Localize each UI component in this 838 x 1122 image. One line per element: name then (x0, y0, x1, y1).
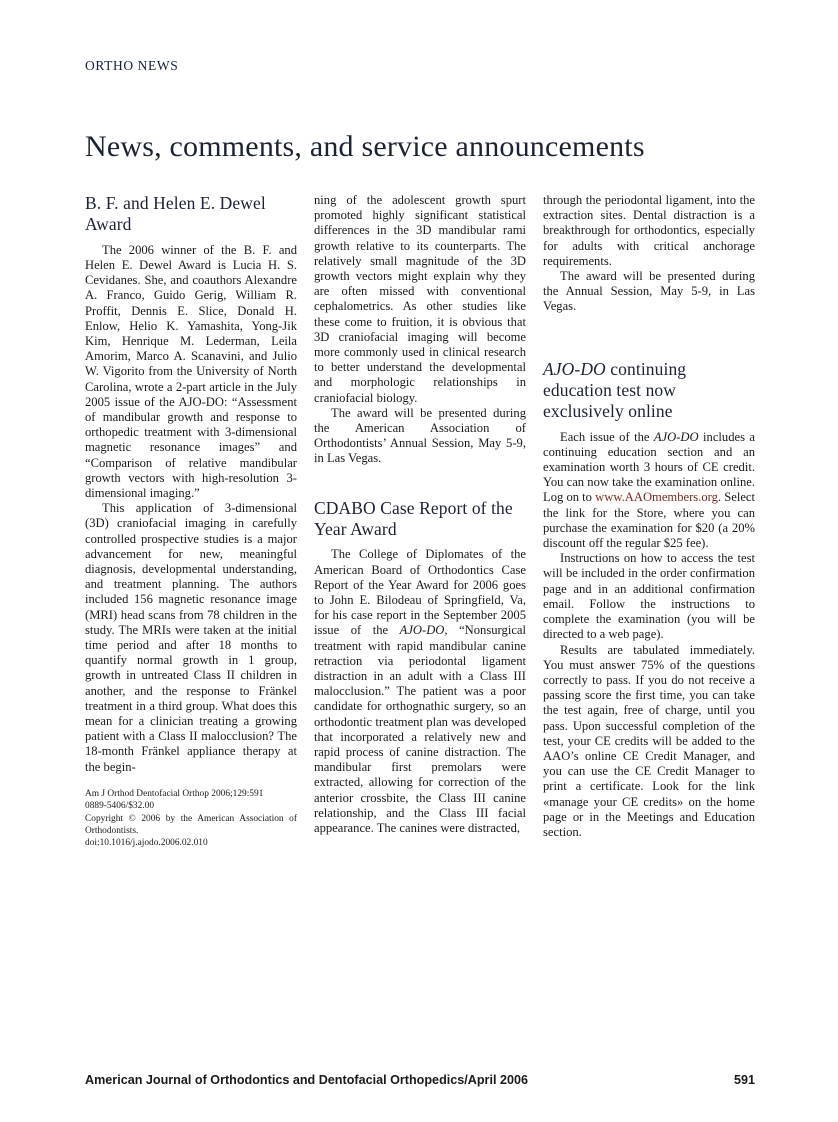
footnote-issn: 0889-5406/$32.00 (85, 801, 155, 812)
paragraph-text: The award will be presented during the Annual Session, May 5-9, in Las Vegas. (543, 269, 755, 314)
paragraph (543, 551, 755, 642)
journal-abbrev: AJO-DO (543, 358, 606, 379)
aao-members-link[interactable]: www.AAOmembers.org (595, 490, 718, 505)
section-heading-cdabo-award: CDABO Case Report of the Year Award (314, 497, 513, 539)
three-column-body (85, 193, 755, 913)
paragraph-text-pre: The College of Diplomates of the American Board of Orthodontics Case Report of the Year Award for 2006 goes to John E. Bilodeau of Springfield, Va, for his case report in the September 2005 issue of the (314, 547, 526, 638)
column-1 (85, 193, 297, 850)
paragraph-text: This application of 3-dimensional (3D) craniofacial imaging in carefully controlled prospective studies is a major advancement for new, meaningful diagnosis, developmental understanding, and treatment planning. The authors included 156 magnetic resonance image (MRI) head scans from 78 children in the study. The MRIs were taken at the initial time period and after 18 months to quantify normal growth in 1 group, growth in untreated Class II children in another, and the response to Fränkel treatment in a third group. What does this mean for a clinician treating a growing patient with a Class II malocclusion? The 18-month Fränkel appliance therapy at the begin- (85, 501, 297, 774)
paragraph-text-post: , “Nonsurgical treatment with rapid mandibular canine retraction via periodontal ligament distraction in an adult with a Class III malocclusion.” The patient was a poor candidate for orthognathic surgery, so an orthodontic treatment plan was developed that incorporated a relatively new and rapid process of canine distraction. The mandibular first premolars were extracted, allowing for correction of the anterior crossbite, the Class III canine relationship, and the Class III facial appearance. The canines were distracted, (314, 623, 526, 835)
paragraph-text: Results are tabulated immediately. You must answer 75% of the questions correctly to pass. If you do not receive a passing score the first time, you can take the test again, free of charge, until you pass. Upon successful completion of the test, your CE credits will be added to the AAO’s online CE Credit Manager, and you can use the CE Credit Manager to print a certificate. Look for the link «manage your CE credits» on the home page or in the Meetings and Education section. (543, 642, 755, 839)
section-heading-ce-test (543, 359, 755, 423)
paragraph-text-mid: includes a continuing education section and an examination worth 3 hours of CE credit. You can now take the examination online. Log on to (543, 429, 755, 505)
page-title: News, comments, and service announcements (85, 130, 645, 164)
page-footer (85, 1073, 755, 1087)
paragraph-text: The 2006 winner of the B. F. and Helen E. Dewel Award is Lucia H. S. Cevidanes. She, and coauthors Alexandre A. Franco, Guido Gerig, William R. Proffit, Dennis E. Slice, Donald H. Enlow, Helio K. Yamashita, Yong-Jik Kim, Henrique M. Lederman, Leila Amorim, Marco A. Scanavini, and Julio W. Vigorito from the University of North Carolina, wrote a 2-part article in the July 2005 issue of the AJO-DO: “Assessment of mandibular growth and response to orthopedic treatment with 3-dimensional magnetic resonance images” and “Comparison of relative mandibular growth vectors with high-resolution 3-dimensional imaging.” (85, 242, 297, 500)
paragraph-text: through the periodontal ligament, into the extraction sites. Dental distraction is a breakthrough for orthodontics, especially for adults with critical anchorage requirements. (543, 193, 755, 268)
footer-journal-title: American Journal of Orthodontics and Dentofacial Orthopedics/April 2006 (85, 1073, 528, 1087)
footer-page-number: 591 (733, 1073, 755, 1087)
column-3 (543, 193, 755, 840)
paragraph-text: Instructions on how to access the test will be included in the order confirmation page and in an additional confirmation email. Follow the instructions to complete the examination (you will be directed to a web page). (543, 551, 755, 642)
footnote-block (85, 788, 297, 850)
paragraph-text-pre: Each issue of the (560, 429, 654, 444)
paragraph-text: The award will be presented during the American Association of Orthodontists’ Annual Session, May 5-9, in Las Vegas. (314, 405, 526, 466)
paragraph-text-post: . Select the link for the Store, where you can purchase the examination for $20 (a 20% discount off the regular $25 fee). (543, 490, 755, 551)
running-head: ORTHO NEWS (85, 58, 179, 73)
column-2 (314, 193, 526, 836)
paragraph-continued (314, 193, 526, 406)
paragraph (314, 547, 526, 836)
paragraph-continued (543, 193, 755, 269)
paragraph (543, 430, 755, 552)
paragraph (314, 406, 526, 467)
journal-abbrev: AJO-DO (653, 429, 699, 444)
footnote-copyright: Copyright © 2006 by the American Association of Orthodontists. (85, 813, 297, 837)
paragraph (543, 643, 755, 841)
paragraph-text: ning of the adolescent growth spurt promoted highly significant statistical differences in the 3D mandibular rami growth relative to its counterparts. The relatively small magnitude of the 3D growth vectors might explain why they are often missed with conventional cephalometrics. As other studies like these come to fruition, it is obvious that 3D craniofacial imaging will become more commonly used in clinical research to better understand the developmental and morphologic relationships in craniofacial biology. (314, 193, 526, 405)
paragraph (85, 501, 297, 775)
section-heading-dewel-award: B. F. and Helen E. Dewel Award (85, 193, 266, 235)
paragraph (543, 269, 755, 315)
paragraph (85, 243, 297, 501)
section-heading-rest: continuing education test now exclusively online (543, 358, 687, 422)
journal-abbrev: AJO-DO (399, 623, 445, 638)
footnote-citation: Am J Orthod Dentofacial Orthop 2006;129:591 (85, 788, 264, 799)
footnote-doi: doi:10.1016/j.ajodo.2006.02.010 (85, 838, 208, 849)
